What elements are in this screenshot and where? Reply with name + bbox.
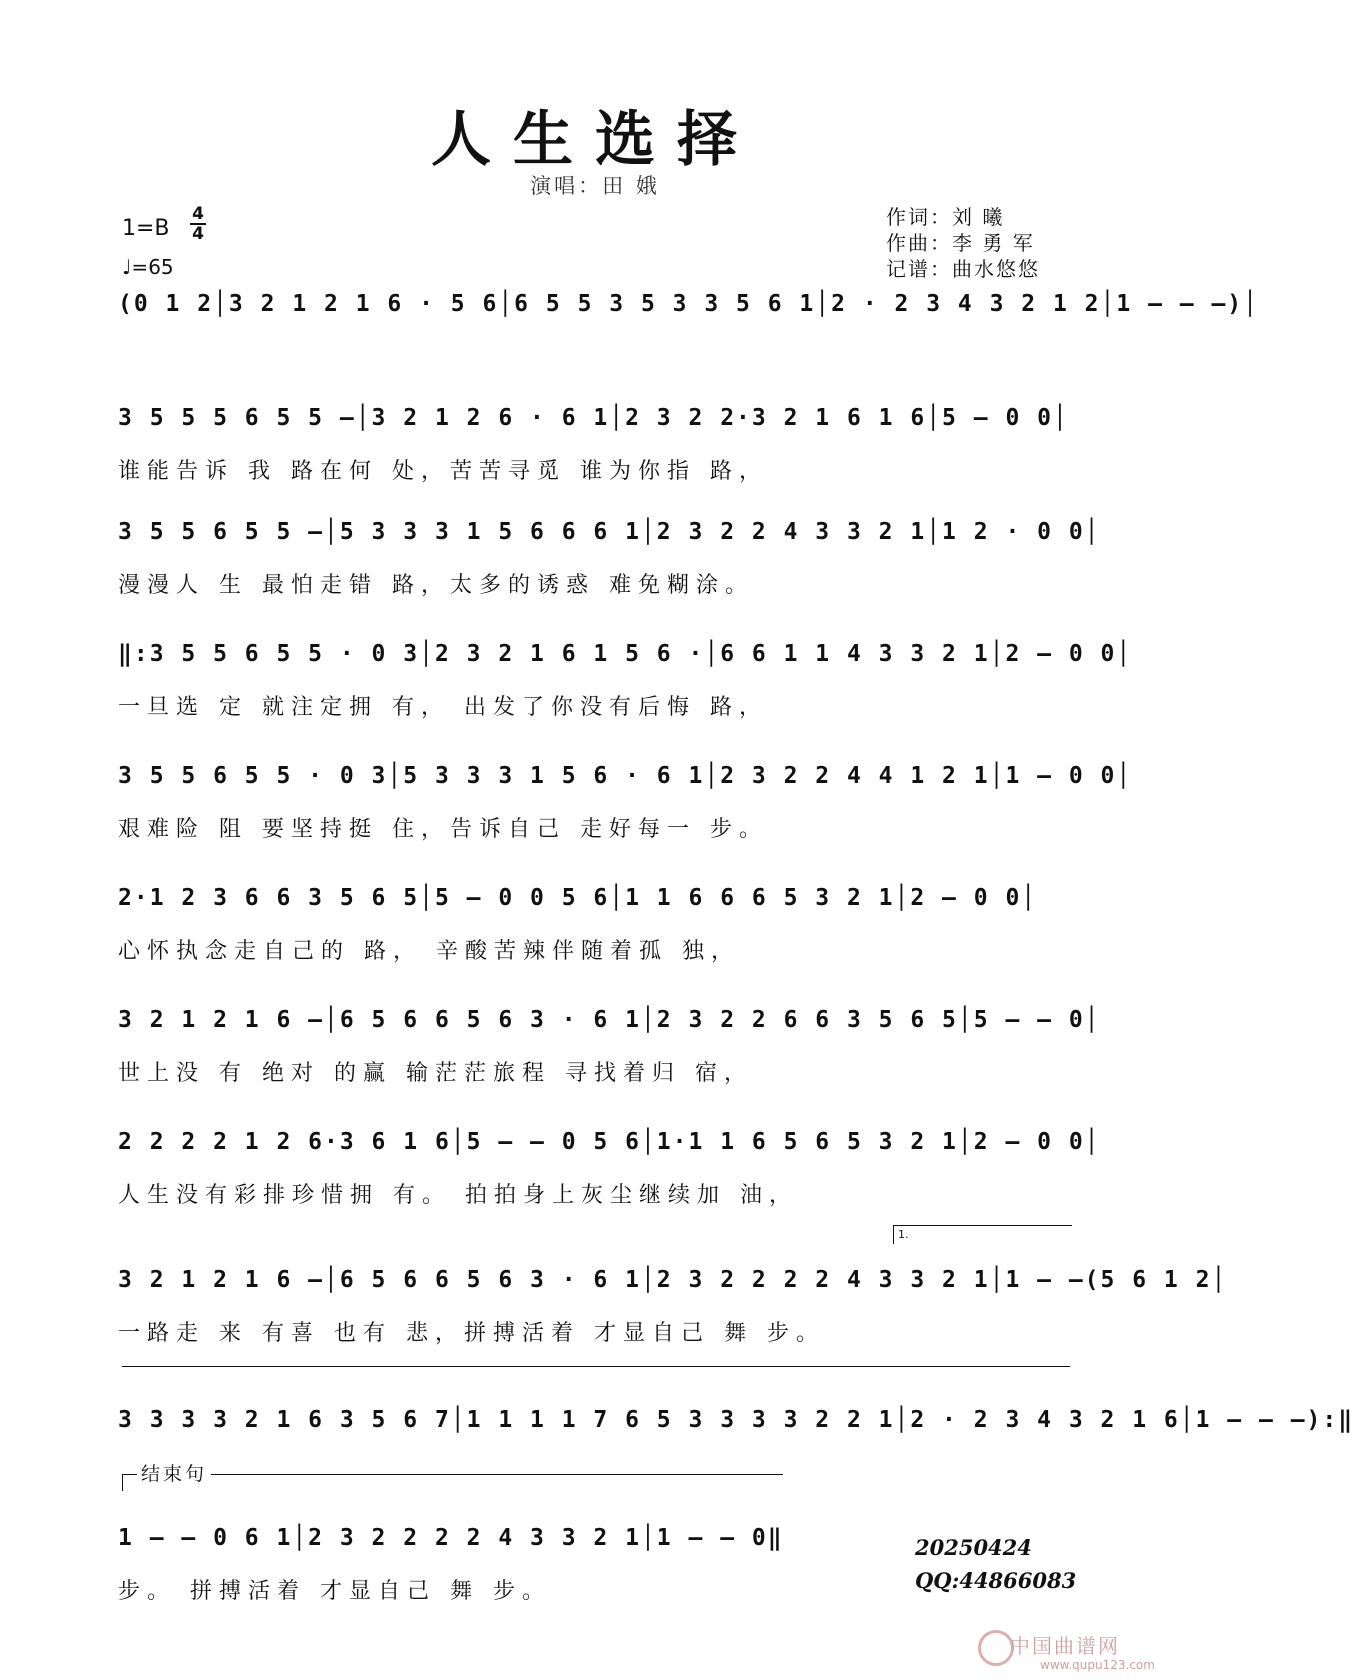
time-signature	[190, 205, 206, 243]
lyrics-row: 漫漫人 生 最怕走错 路，太多的诱惑 难免糊涂。	[118, 573, 754, 598]
notation-row: 3 3 3 3 2 1 6 3 5 6 7│1 1 1 1 7 6 5 3 3 3 3 2 2 1│2 · 2 3 4 3 2 1 6│1 – – –):‖	[118, 1407, 1354, 1433]
ending-section-label: 结束句	[137, 1459, 211, 1486]
transcription-date: 20250424	[915, 1535, 1032, 1560]
score-line-interlude	[118, 1402, 1354, 1470]
ending-section-bracket	[122, 1463, 783, 1491]
notation-row: 3 2 1 2 1 6 –│6 5 6 6 5 6 3 · 6 1│2 3 2 2 2 2 4 3 3 2 1│1 – –(5 6 1 2│	[118, 1267, 1228, 1293]
song-title: 人生选择	[431, 105, 759, 175]
score-line	[118, 1124, 1101, 1208]
notation-row: 3 5 5 6 5 5 –│5 3 3 3 1 5 6 6 6 1│2 3 2 2 4 3 3 2 1│1 2 · 0 0│	[118, 519, 1101, 545]
score-line	[118, 880, 1078, 964]
score-line	[118, 1262, 1228, 1346]
qq-contact: QQ:44866083	[915, 1568, 1077, 1593]
lyrics-row: 步。 拼搏活着 才显自己 舞 步。	[118, 1579, 551, 1604]
score-line	[118, 636, 1133, 720]
lyrics-row: 人生没有彩排珍惜拥 有。 拍拍身上灰尘继续加 油，	[118, 1183, 798, 1208]
notation-row: 3 5 5 5 6 5 5 –│3 2 1 2 6 · 6 1│2 3 2 2·3 2 1 6 1 6│5 – 0 0│	[118, 405, 1069, 431]
score-line-intro	[118, 286, 1259, 354]
notation-row: (0 1 2│3 2 1 2 1 6 · 5 6│6 5 5 3 5 3 3 5 6 1│2 · 2 3 4 3 2 1 2│1 – – –)│	[118, 291, 1259, 317]
lyricist-credit: 作词：刘 曦	[886, 205, 1005, 229]
lyrics-row: 一路走 来 有喜 也有 悲，拼搏活着 才显自己 舞 步。	[118, 1321, 825, 1346]
notation-row: 3 2 1 2 1 6 –│6 5 6 6 5 6 3 · 6 1│2 3 2 2 6 6 3 5 6 5│5 – – 0│	[118, 1007, 1101, 1033]
watermark-url: www.qupu123.com	[1040, 1658, 1155, 1672]
score-line-ending	[118, 1520, 798, 1604]
tempo-marking: ♩=65	[122, 255, 174, 279]
transcriber-credit: 记谱：曲水悠悠	[886, 257, 1040, 281]
score-line	[118, 514, 1101, 598]
section-divider	[122, 1366, 1070, 1367]
watermark-text: 中国曲谱网	[1010, 1634, 1120, 1658]
first-ending-label: 1.	[898, 1228, 909, 1241]
score-line	[118, 1002, 1101, 1086]
notation-row: 2 2 2 2 1 2 6·3 6 1 6│5 – – 0 5 6│1·1 1 6 5 6 5 3 2 1│2 – 0 0│	[118, 1129, 1101, 1155]
score-line	[118, 758, 1133, 842]
lyrics-row: 世上没 有 绝对 的赢 输茫茫旅程 寻找着归 宿，	[118, 1061, 753, 1086]
notation-row: 3 5 5 6 5 5 · 0 3│5 3 3 3 1 5 6 · 6 1│2 3 2 2 4 4 1 2 1│1 – 0 0│	[118, 763, 1133, 789]
notation-row: ‖:3 5 5 6 5 5 · 0 3│2 3 2 1 6 1 5 6 ·│6 6 1 1 4 3 3 2 1│2 – 0 0│	[118, 641, 1133, 667]
score-line	[118, 400, 1078, 484]
lyrics-row: 一旦选 定 就注定拥 有， 出发了你没有后悔 路，	[118, 695, 768, 720]
first-ending-bracket	[893, 1225, 1072, 1244]
credits-block	[886, 204, 1040, 282]
time-signature-top: 4	[190, 205, 206, 225]
key-signature: 1=B	[122, 216, 170, 241]
lyrics-row: 谁能告诉 我 路在何 处，苦苦寻觅 谁为你指 路，	[118, 459, 768, 484]
watermark-logo-icon	[978, 1630, 1014, 1666]
lyrics-row: 艰难险 阻 要坚持挺 住，告诉自己 走好每一 步。	[118, 817, 768, 842]
lyrics-row: 心怀执念走自己的 路， 辛酸苦辣伴随着孤 独，	[118, 939, 740, 964]
time-signature-bottom: 4	[192, 224, 204, 244]
notation-row: 1 – – 0 6 1│2 3 2 2 2 2 4 3 3 2 1│1 – – 0‖	[118, 1525, 784, 1551]
composer-credit: 作曲：李 勇 军	[886, 231, 1035, 255]
singer-credit: 演唱：田 娥	[530, 174, 660, 198]
notation-row: 2·1 2 3 6 6 3 5 6 5│5 – 0 0 5 6│1 1 6 6 6 5 3 2 1│2 – 0 0│	[118, 885, 1038, 911]
